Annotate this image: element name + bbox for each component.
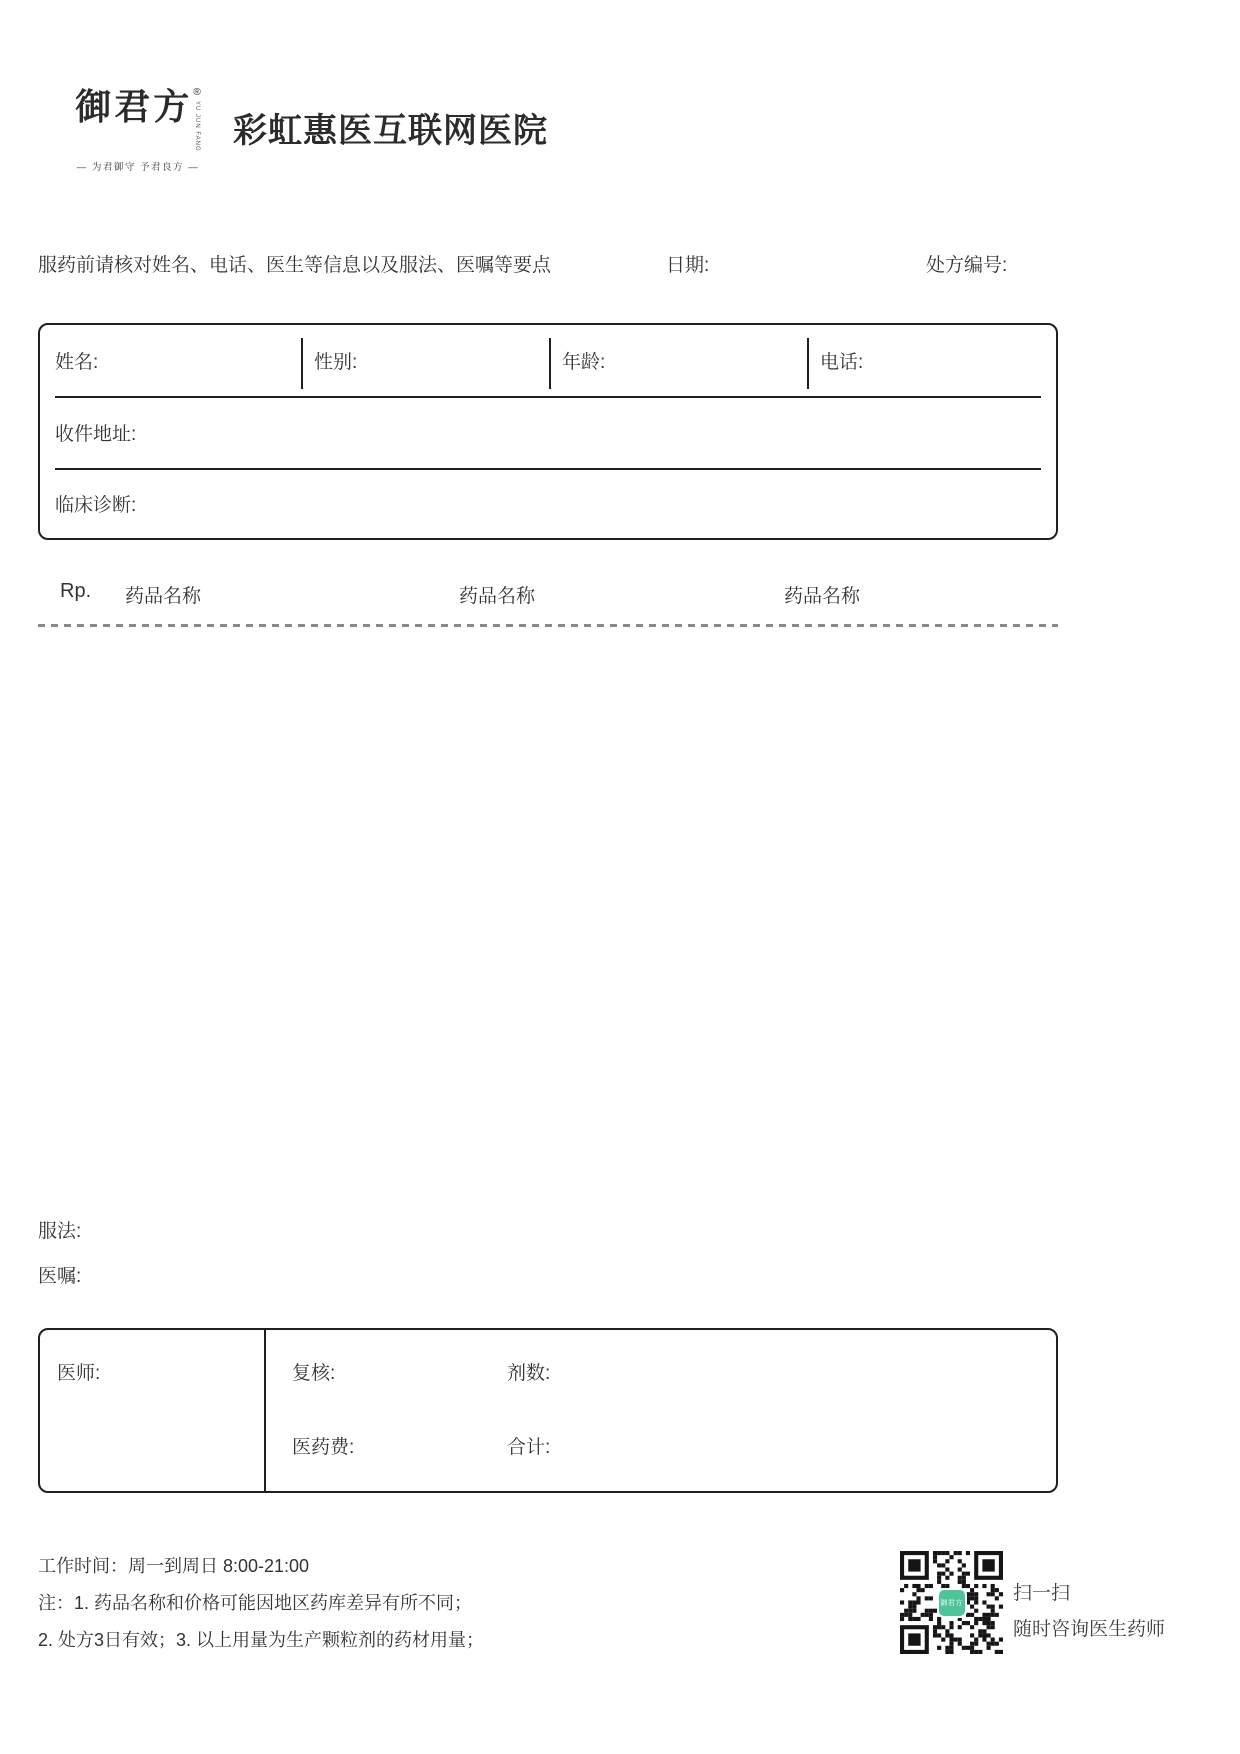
registered-mark-icon: ® — [193, 87, 201, 98]
drug-list-area — [38, 632, 1058, 1202]
qr-center-logo: 御君方 — [937, 1588, 967, 1618]
logo-vertical-text: YU JUN FANG — [194, 101, 200, 152]
work-hours: 工作时间：周一到周日 8:00-21:00 — [38, 1556, 310, 1576]
consult-hint: 随时咨询医生药师 — [1013, 1619, 1166, 1640]
physician-label: 医师: — [57, 1363, 101, 1384]
logo-tagline: — 为君御守 予君良方 — — [76, 161, 200, 173]
pre-use-notice: 服药前请核对姓名、电话、医生等信息以及服法、医嘱等要点 — [38, 255, 552, 276]
age-label: 年龄: — [562, 352, 606, 374]
hospital-title: 彩虹惠医互联网医院 — [233, 112, 548, 150]
date-label: 日期: — [666, 255, 710, 276]
drug-list-separator — [38, 624, 1058, 627]
notes-line-1: 注：1. 药品名称和价格可能因地区药库差异有所不同； — [38, 1593, 473, 1613]
patient-row-address — [55, 398, 1041, 469]
phone-label: 电话: — [820, 352, 864, 374]
patient-row-diagnosis — [55, 470, 1041, 538]
brand-logo — [58, 88, 218, 173]
patient-info-box — [38, 323, 1058, 540]
usage-label: 服法: — [38, 1221, 82, 1242]
diagnosis-label: 临床诊断: — [55, 495, 137, 517]
qr-code — [900, 1551, 1003, 1654]
notes-line-2: 2. 处方3日有效；3. 以上用量为生产颗粒剂的药材用量； — [38, 1630, 485, 1650]
scan-hint: 扫一扫 — [1013, 1583, 1071, 1604]
signoff-right-cell — [266, 1330, 1056, 1491]
rx-number-label: 处方编号: — [926, 255, 1008, 276]
advice-label: 医嘱: — [38, 1266, 82, 1287]
drug-column-header: 药品名称 — [784, 586, 861, 607]
name-label: 姓名: — [55, 352, 99, 374]
address-label: 收件地址: — [55, 424, 137, 446]
notice-row — [38, 250, 1058, 276]
total-label: 合计: — [507, 1437, 551, 1458]
signoff-box — [38, 1328, 1058, 1493]
gender-label: 性别: — [314, 352, 358, 374]
review-label: 复核: — [292, 1363, 336, 1384]
logo-text: 御君方 — [75, 87, 193, 127]
doses-label: 剂数: — [507, 1363, 551, 1384]
physician-cell — [40, 1330, 266, 1491]
rp-header-row — [38, 580, 1058, 608]
patient-row-basic — [55, 325, 1041, 398]
drug-column-header: 药品名称 — [125, 586, 202, 607]
rp-label: Rp. — [60, 580, 92, 602]
drug-column-header: 药品名称 — [459, 586, 536, 607]
fee-label: 医药费: — [292, 1437, 355, 1458]
